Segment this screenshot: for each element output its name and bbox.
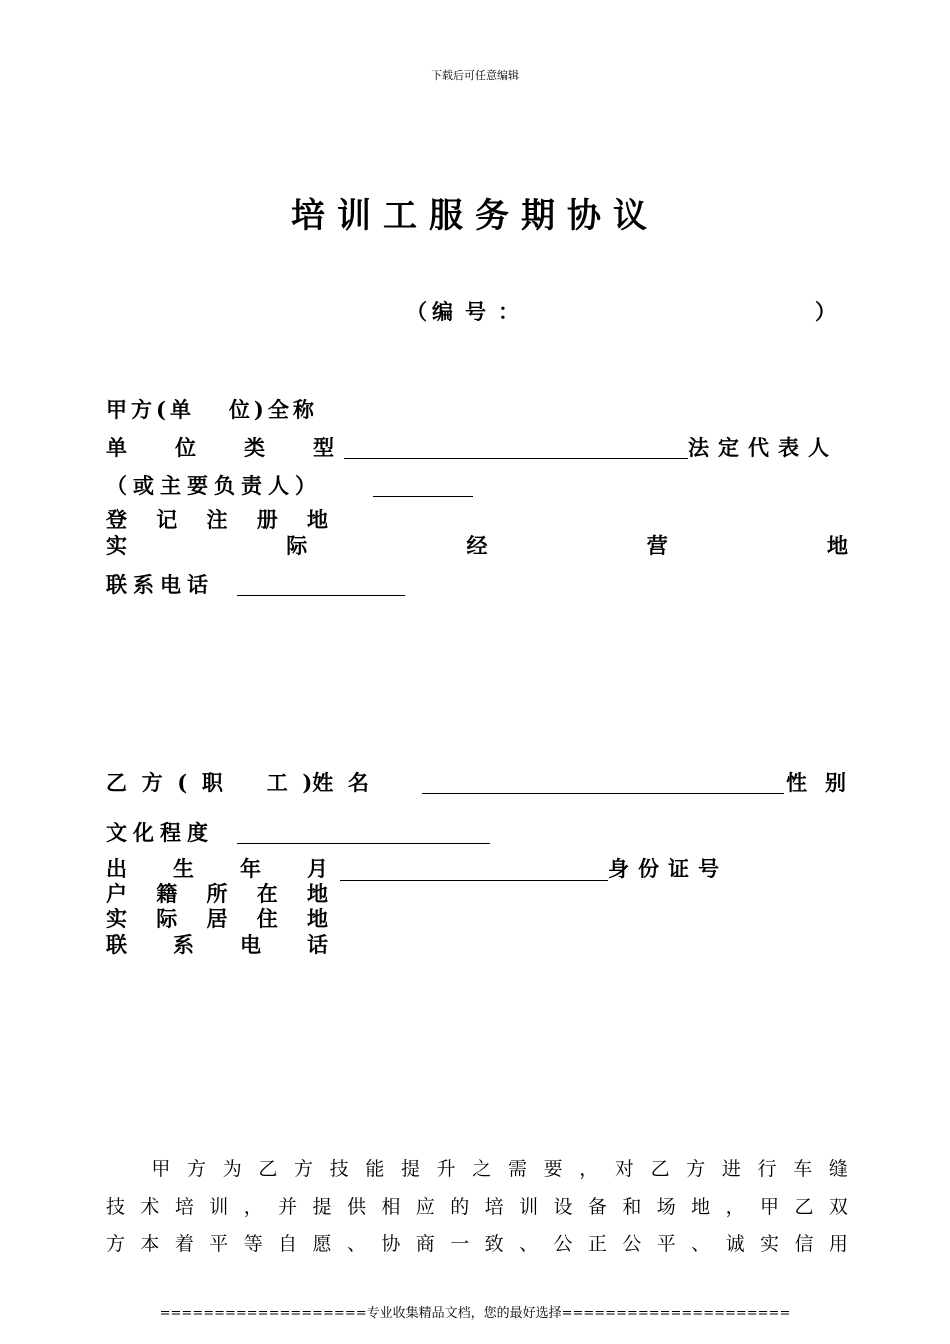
reg-address-label: 登 记 注 册 地: [106, 507, 328, 532]
party-a-phone-label: 联系电话: [106, 572, 214, 597]
party-b-household-row: [106, 882, 848, 906]
party-b-residence-row: [106, 907, 848, 931]
gender-label: 性别: [786, 770, 864, 795]
education-label: 文化程度: [106, 820, 214, 845]
party-b-phone-label: 联 系 电 话: [106, 932, 328, 957]
party-b-name-label: 乙 方 ( 职 工 )姓 名: [106, 770, 369, 795]
number-close-paren: ）: [815, 299, 836, 324]
footer-note: ===================专业收集精品文档，您的最好选择=====================: [159, 1306, 791, 1321]
birth-label: 出 生 年 月: [106, 856, 328, 881]
legal-rep-label: 法定代表人: [688, 435, 838, 460]
responsible-label: （或主要负责人）: [106, 473, 322, 498]
party-a-responsible-row: [106, 471, 848, 501]
party-b-birth-row: [106, 856, 848, 882]
unit-type-label: 单 位 类 型: [106, 435, 334, 460]
party-a-phone-row: [106, 570, 848, 600]
party-a-reg-address-row: [106, 508, 848, 532]
responsible-blank[interactable]: [373, 496, 473, 497]
party-a-full-name-label: 甲方(单 位)全称: [106, 397, 318, 422]
unit-type-blank[interactable]: [344, 458, 688, 459]
body-line-2: 技 术 培 训 ， 并 提 供 相 应 的 培 训 设 备 和 场 地 ， 甲 乙 双: [106, 1196, 848, 1218]
number-open-paren: （: [406, 299, 427, 324]
actual-address-label: 实 际 经 营 地: [106, 533, 848, 558]
household-label: 户 籍 所 在 地: [106, 881, 328, 906]
id-number-label: 身份证号: [608, 856, 728, 881]
header-note: 下载后可任意编辑: [431, 69, 519, 82]
party-a-phone-blank[interactable]: [237, 595, 405, 596]
party-b-name-row: [106, 768, 864, 798]
body-line-1: 甲 方 为 乙 方 技 能 提 升 之 需 要 ， 对 乙 方 进 行 车 缝: [151, 1158, 848, 1180]
number-label: 编号：: [432, 299, 531, 324]
document-title: 培训工服务期协议: [291, 196, 659, 236]
party-b-name-blank[interactable]: [422, 793, 784, 794]
party-a-unit-type-row: [106, 433, 848, 463]
party-b-phone-row: [106, 932, 848, 958]
education-blank[interactable]: [237, 843, 490, 844]
party-b-education-row: [106, 818, 848, 848]
birth-blank[interactable]: [340, 880, 608, 881]
body-line-3: 方 本 着 平 等 自 愿 、 协 商 一 致 、 公 正 公 平 、 诚 实 信 用: [106, 1233, 848, 1255]
party-a-full-name-row: [106, 395, 848, 425]
residence-label: 实 际 居 住 地: [106, 906, 328, 931]
